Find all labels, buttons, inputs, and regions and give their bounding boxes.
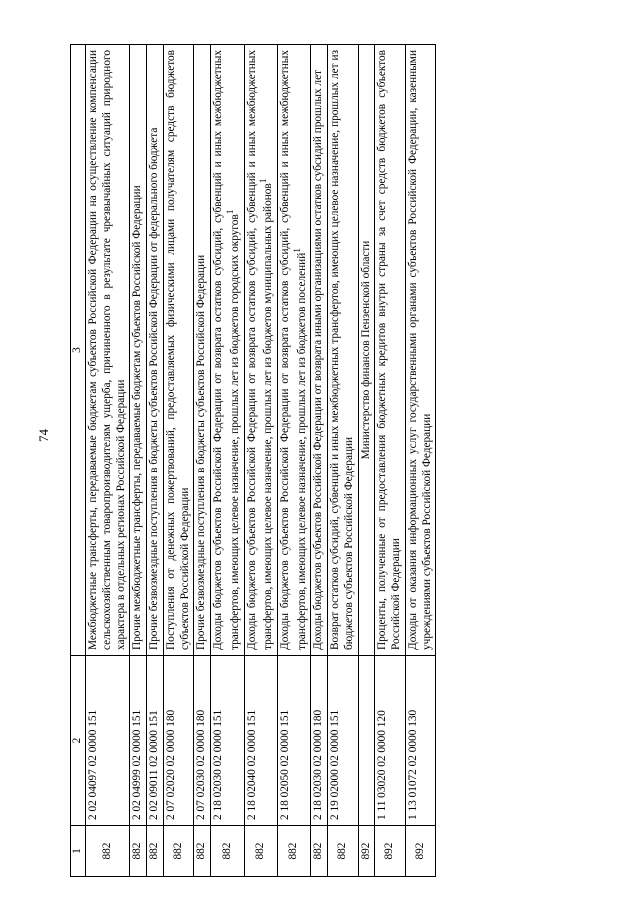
admin-code-cell: 882 [311, 826, 328, 877]
admin-code-cell: 882 [194, 826, 211, 877]
revenue-name-cell [194, 45, 211, 656]
table-row [311, 45, 328, 877]
revenue-code-cell: 2 18 02050 02 0000 151 [277, 656, 310, 826]
revenue-name-cell [358, 45, 375, 656]
table-row [147, 45, 164, 877]
revenue-name-cell [311, 45, 328, 656]
revenue-code-cell: 2 02 04999 02 0000 151 [130, 656, 147, 826]
revenue-code-cell: 2 18 02040 02 0000 151 [244, 656, 277, 826]
revenue-codes-table [70, 44, 436, 877]
admin-code-cell: 882 [147, 826, 164, 877]
revenue-name-cell [163, 45, 194, 656]
table-row [405, 45, 436, 877]
revenue-name-text: Проценты, полученные от предоставления бюджетных кредитов внутри страны за счет средств бюджетов субъектов Российской Федерации [376, 50, 403, 650]
admin-code-cell: 882 [244, 826, 277, 877]
table-row [211, 45, 244, 877]
admin-code-cell: 882 [328, 826, 359, 877]
column-header-1: 1 [71, 826, 86, 877]
revenue-code-cell [358, 656, 375, 826]
page-number: 74 [36, 429, 51, 442]
admin-code-cell: 882 [163, 826, 194, 877]
admin-code-cell: 882 [211, 826, 244, 877]
revenue-name-text: Межбюджетные трансферты, передаваемые бюджетам субъектов Российской Федерации на осуществление компенсации сельскохозяйственным товаропроизводителям ущерба, причиненного в результате чрезвычайных ситуаций природного характера в отдельных регионах Российской Федерации [87, 50, 127, 650]
table-row [277, 45, 310, 877]
table-row [358, 45, 375, 877]
revenue-name-text: Поступления от денежных пожертвований, предоставляемых физическими лицами получателям средств бюджетов субъектов Российской Федерации [164, 50, 191, 650]
revenue-name-cell [244, 45, 277, 656]
revenue-name-text: Доходы бюджетов субъектов Российской Федерации от возврата остатков субсидий, субвенций и иных межбюджетных трансфертов, имеющих целевое назначение, прошлых лет из бюджетов городских округов [212, 50, 241, 650]
table-row [86, 45, 130, 877]
admin-code-cell: 892 [358, 826, 375, 877]
revenue-code-cell: 2 18 02030 02 0000 151 [211, 656, 244, 826]
revenue-name-text: Доходы бюджетов субъектов Российской Федерации от возврата остатков субсидий, субвенций и иных межбюджетных трансфертов, имеющих целевое назначение, прошлых лет из бюджетов муниципальных районов [245, 50, 275, 650]
revenue-name-cell [277, 45, 310, 656]
revenue-code-cell: 2 18 02030 02 0000 180 [311, 656, 328, 826]
revenue-name-cell [147, 45, 164, 656]
table-row [244, 45, 277, 877]
revenue-name-text: Доходы от оказания информационных услуг государственными органами субъектов Российской Федерации, казенными учреждениями субъектов Российской Федерации [406, 50, 433, 650]
revenue-name-cell [328, 45, 359, 656]
table-header-row [71, 45, 86, 877]
table-body [86, 45, 436, 877]
admin-code-cell: 892 [405, 826, 436, 877]
revenue-name-text: Доходы бюджетов субъектов Российской Федерации от возврата остатков субсидий, субвенций и иных межбюджетных трансфертов, имеющих целевое назначение, прошлых лет из бюджетов поселений [278, 50, 308, 650]
revenue-code-cell: 1 13 01072 02 0000 130 [405, 656, 436, 826]
revenue-name-cell [211, 45, 244, 656]
footnote-marker: 1 [259, 178, 270, 184]
revenue-code-cell: 2 02 09011 02 0000 151 [147, 656, 164, 826]
table-row [163, 45, 194, 877]
revenue-code-cell: 2 19 02000 02 0000 151 [328, 656, 359, 826]
revenue-name-text: Прочие безвозмездные поступления в бюджеты субъектов Российской Федерации [195, 254, 208, 650]
revenue-name-text: Прочие безвозмездные поступления в бюджеты субъектов Российской Федерации от федерального бюджета [148, 127, 161, 650]
table-row [194, 45, 211, 877]
revenue-code-cell: 2 07 02030 02 0000 180 [194, 656, 211, 826]
rotated-table-container [70, 45, 538, 877]
table-row [328, 45, 359, 877]
revenue-name-cell [86, 45, 130, 656]
column-header-2: 2 [71, 656, 86, 826]
revenue-name-text: Министерство финансов Пензенской области [359, 240, 372, 460]
revenue-code-cell: 2 07 02020 02 0000 180 [163, 656, 194, 826]
table-row [130, 45, 147, 877]
admin-code-cell: 882 [130, 826, 147, 877]
footnote-marker: 1 [226, 209, 237, 215]
footnote-marker: 1 [292, 248, 303, 253]
admin-code-cell: 892 [375, 826, 406, 877]
revenue-code-cell: 2 02 04097 02 0000 151 [86, 656, 130, 826]
admin-code-cell: 882 [86, 826, 130, 877]
revenue-name-cell [375, 45, 406, 656]
revenue-name-cell [130, 45, 147, 656]
revenue-name-text: Возврат остатков субсидий, субвенций и иных межбюджетных трансфертов, имеющих целевое назначение, прошлых лет из бюджетов субъектов Российской Федерации [329, 50, 355, 650]
revenue-name-text: Доходы бюджетов субъектов Российской Федерации от возврата иными организациями остатков субсидий прошлых лет [312, 69, 325, 650]
revenue-name-cell [405, 45, 436, 656]
revenue-name-text: Прочие межбюджетные трансферты, передаваемые бюджетам субъектов Российской Федерации [131, 185, 144, 650]
table-row [375, 45, 406, 877]
admin-code-cell: 882 [277, 826, 310, 877]
column-header-3: 3 [71, 45, 86, 656]
revenue-code-cell: 1 11 03020 02 0000 120 [375, 656, 406, 826]
